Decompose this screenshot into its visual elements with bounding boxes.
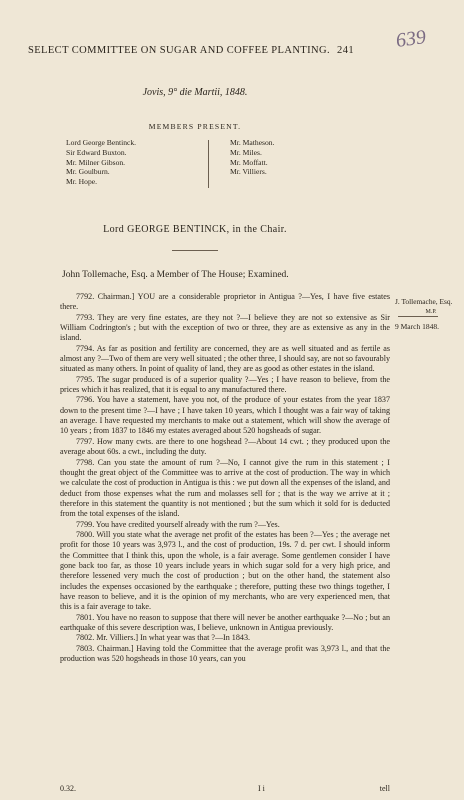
margin-rule [398,316,438,317]
member-name: Mr. Goulburn. [66,167,110,177]
member-name: Mr. Milner Gibson. [66,157,126,167]
printer-signature: 0.32. [60,784,76,793]
question-paragraph: 7793. They are very fine estates, are they not ?—I believe they are not so extensive as Sir William Codrington's ; but with the exception of two or three, they are as extensive as any in the island. [60,312,390,343]
evidence-body [60,292,390,792]
chair-line: Lord GEORGE BENTINCK, in the Chair. [103,224,287,235]
margin-mp: M.P. [425,309,437,315]
running-title: SELECT COMMITTEE ON SUGAR AND COFFEE PLANTING. [28,45,331,56]
question-paragraph: 7803. Chairman.] Having told the Committee that the average profit was 3,973 l., and that the production was 520 hogsheads in those 10 years, can you [60,643,390,664]
question-paragraph: 7796. You have a statement, have you not, of the produce of your estates from the year 1837 down to the present time ?—I have ; I have taken 10 years, which I thought was a fair way of taking an average. I have requested my merchants to make out a statement, which will show the average of 10 years ; from 1837 to 1846 my estates averaged about 520 hogsheads of sugar. [60,395,390,436]
question-paragraph: 7797. How many cwts. are there to one hogshead ?—About 14 cwt. ; they produced upon the average about 60s. a cwt., including the duty. [60,436,390,457]
member-name: Mr. Moffatt. [230,157,268,167]
member-name: Mr. Miles. [230,147,262,157]
page-number: 241 [337,45,354,56]
page-footer [60,784,390,793]
question-paragraph: 7794. As far as position and fertility are concerned, they are as well situated and as fertile as almost any ?—Two of them are very well situated ; the other three, I should say, are not so favourably situated as many others. In point of quality of land, they are as good as other estates in the island. [60,343,390,374]
question-paragraph: 7799. You have credited yourself already with the rum ?—Yes. [76,519,280,529]
question-paragraph: 7802. Mr. Villiers.] In what year was that ?—In 1843. [76,633,251,643]
member-name: Mr. Hope. [66,177,98,187]
running-header [28,45,388,56]
margin-witness-name [395,297,464,317]
member-name: Mr. Matheson. [230,138,275,147]
members-divider [208,140,209,188]
handwritten-folio-number: 639 [394,26,428,52]
question-paragraph: 7801. You have no reason to suppose that there will never be another earthquake ?—No ; but an earthquake of this severe description was, I believe, unknown in Antigua previously. [60,612,390,632]
members-list-right [230,138,275,177]
members-present-heading: MEMBERS PRESENT. [148,122,242,131]
sheet-signature: I i [258,784,265,793]
question-paragraph: 7795. The sugar produced is of a superior quality ?—Yes ; I have reason to believe, from the prices which it has realized, that it is equal to any manufactured there. [60,374,390,395]
witness-heading: John Tollemache, Esq. a Member of The House; Examined. [62,270,289,280]
margin-name: J. Tollemache, Esq. [395,297,453,306]
member-name: Lord George Bentinck. [66,138,137,147]
catchword: tell [379,784,390,793]
member-name: Sir Edward Buxton. [66,147,127,157]
question-paragraph: 7798. Can you state the amount of rum ?—No, I cannot give the rum in this statement ; I thought the great object of the Committee was to arrive at the cost of production. The way in which we calculate the cost of production in Antigua is this : we put down all the expenses of the island, and deduct from those expenses what the rum and molasses sell for ; that is the way we arrive at it ; therefore in this statement the quantity is not mentioned ; but the sum which it sold for is deducted from the total expenses of the island. [60,457,390,519]
members-list-left [66,138,136,187]
section-rule [172,250,218,251]
margin-date: 9 March 1848. [395,322,439,331]
member-name: Mr. Villiers. [230,167,267,177]
sitting-date: Jovis, 9° die Martii, 1848. [142,87,248,98]
question-paragraph: 7800. Will you state what the average net profit of the estates has been ?—Yes ; the average net profit for those 10 years was 3,973 l., and the cost of production, 19s. 7 d. per cwt. I should inform the Committee that I think this, upon the whole, is a fair average. Some gentlemen consider I have gone back too far, as those 10 years include years in which sugar sold for a very high price, and therefore lessened very much the cost of production ; but on the other hand, the statement also includes the expenses occasioned by the earthquake ; therefore, putting these two things together, I have reason to believe, and it is the opinion of my merchants, who are very experienced men, that this is a fair average to take. [60,529,390,612]
question-paragraph: 7792. Chairman.] YOU are a considerable proprietor in Antigua ?—Yes, I have five estates there. [60,292,390,312]
